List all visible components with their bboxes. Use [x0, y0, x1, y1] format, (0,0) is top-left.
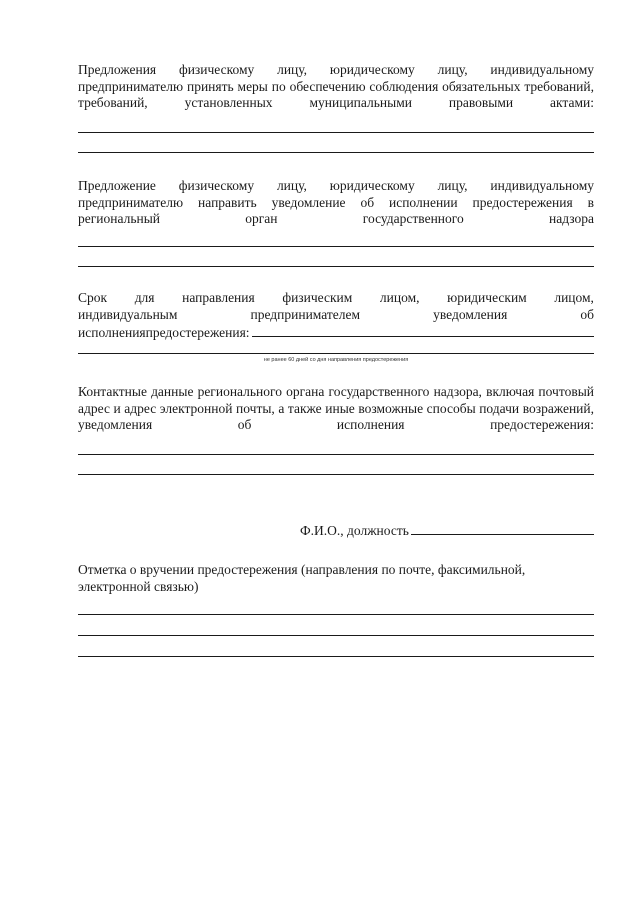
- proposal-notify-text: Предложение физическому лицу, юридическому лицу, индивидуальному предпринимателю направить уведомление об исполнении предостережения в региональный орган государственного надзора: [78, 178, 594, 226]
- delivery-mark-text: Отметка о вручении предостережения (направления по почте, факсимильной, электронной связью): [78, 562, 526, 594]
- proposal-measures-text: Предложения физическому лицу, юридическому лицу, индивидуальному предпринимателю принять меры по обеспечению соблюдения обязательных требований, требований, установленных муниципальными правовыми актами:: [78, 62, 594, 110]
- fill-line: [78, 132, 594, 133]
- fill-line: [78, 656, 594, 657]
- fill-line: [78, 152, 594, 153]
- deadline-line-3: [78, 324, 594, 342]
- fio-row: [300, 522, 594, 540]
- deadline-line-1: Срок для направления физическим лицом, юридическим лицом,: [78, 290, 594, 305]
- deadline-label: исполненияпредостережения:: [78, 325, 250, 340]
- fill-line: [78, 635, 594, 636]
- deadline-line-2: индивидуальным предпринимателем уведомления об: [78, 307, 594, 322]
- fill-line: [78, 454, 594, 455]
- fill-line: [78, 266, 594, 267]
- fio-blank: [411, 522, 594, 535]
- fill-line: [78, 614, 594, 615]
- deadline-note: не ранее 60 дней со дня направления предостережения: [263, 357, 409, 363]
- deadline-blank: [252, 324, 594, 337]
- fill-line: [78, 474, 594, 475]
- fill-line: [78, 353, 594, 354]
- fio-label: Ф.И.О., должность: [300, 523, 409, 538]
- contacts-text: Контактные данные регионального органа государственного надзора, включая почтовый адрес и адрес электронной почты, а также иные возможные способы подачи возражений, уведомления об исполнения предостережения:: [78, 384, 594, 432]
- fill-line: [78, 246, 594, 247]
